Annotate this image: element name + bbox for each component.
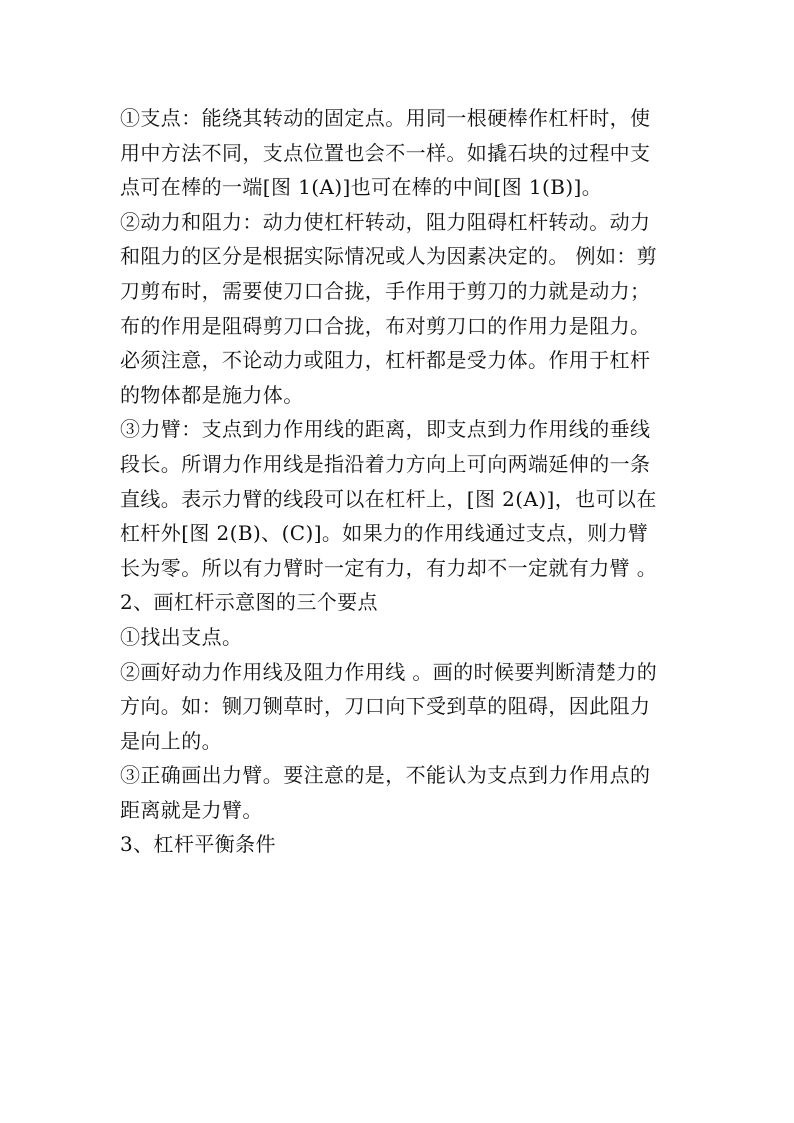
text-line: 是向上的。 <box>120 728 222 753</box>
text-line: 点可在棒的一端[图 1(A)]也可在棒的中间[图 1(B)]。 <box>120 175 603 200</box>
text-line: 段长。所谓力作用线是指沿着力方向上可向两端延伸的一条 <box>120 451 651 476</box>
text-line: ①找出支点。 <box>120 624 243 649</box>
text-line: ③力臂：支点到力作用线的距离，即支点到力作用线的垂线 <box>120 417 651 442</box>
text-line: 必须注意，不论动力或阻力，杠杆都是受力体。作用于杠杆 <box>120 348 651 373</box>
section-heading: 2、画杠杆示意图的三个要点 <box>120 590 378 615</box>
text-line: 直线。表示力臂的线段可以在杠杆上，[图 2(A)]，也可以在 <box>120 486 657 511</box>
text-line: ①支点：能绕其转动的固定点。用同一根硬棒作杠杆时，使 <box>120 106 651 130</box>
text-line: 长为零。所以有力臂时一定有力，有力却不一定就有力臂 。 <box>120 555 658 580</box>
text-line: 布的作用是阻碍剪刀口合拢，布对剪刀口的作用力是阻力。 <box>120 313 651 338</box>
body-text <box>120 101 700 862</box>
text-line: ②动力和阻力：动力使杠杆转动，阻力阻碍杠杆转动。动力 <box>120 209 651 234</box>
text-line: 的物体都是施力体。 <box>120 382 304 407</box>
text-line: ③正确画出力臂。要注意的是，不能认为支点到力作用点的 <box>120 763 651 788</box>
text-line: 距离就是力臂。 <box>120 797 263 822</box>
text-line: 杠杆外[图 2(B)、(C)]。如果力的作用线通过支点，则力臂 <box>120 521 649 546</box>
text-line: 和阻力的区分是根据实际情况或人为因素决定的。 例如：剪 <box>120 244 658 269</box>
section-heading: 3、杠杆平衡条件 <box>120 832 276 857</box>
text-line: ②画好动力作用线及阻力作用线 。画的时候要判断清楚力的 <box>120 659 658 684</box>
text-line: 用中方法不同，支点位置也会不一样。如撬石块的过程中支 <box>120 140 651 165</box>
text-line: 刀剪布时，需要使刀口合拢，手作用于剪刀的力就是动力； <box>120 278 651 303</box>
text-line: 方向。如：铡刀铡草时，刀口向下受到草的阻碍，因此阻力 <box>120 694 651 719</box>
